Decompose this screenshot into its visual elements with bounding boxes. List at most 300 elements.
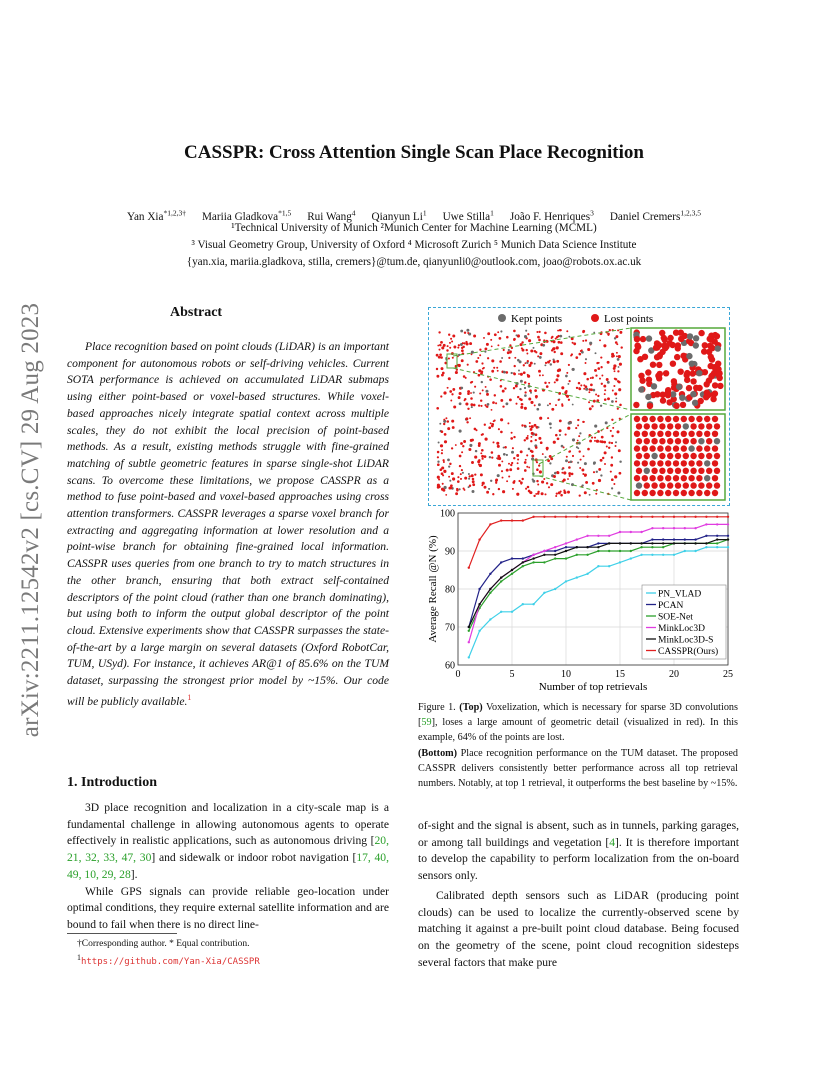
cloud-point <box>579 467 581 469</box>
zoom-point <box>706 482 712 488</box>
cloud-point <box>447 387 449 389</box>
citation-link[interactable]: 17, 40, 49, 10, 29, 28 <box>67 851 389 881</box>
series-point <box>640 542 642 544</box>
zoom-point <box>714 482 720 488</box>
series-point <box>511 573 513 575</box>
intro-paragraph-2: While GPS signals can provide reliable geo-location under optimal conditions, they require external satellite information and are bound to fail when there is no direct line- <box>67 884 389 931</box>
zoom-point <box>651 423 657 429</box>
cloud-point <box>601 375 603 377</box>
cloud-point <box>508 463 510 465</box>
footnote-corresponding: †Corresponding author. * Equal contribution. <box>77 939 250 949</box>
cloud-point <box>488 426 491 429</box>
cloud-point <box>495 479 498 482</box>
cloud-point <box>555 434 558 437</box>
caption-bottom-bold: (Bottom) <box>418 747 458 759</box>
cloud-point <box>546 385 549 388</box>
cloud-point <box>521 403 524 406</box>
series-point <box>489 592 491 594</box>
cloud-point <box>605 421 608 424</box>
zoom-point <box>690 378 696 384</box>
citation-link[interactable]: 20, 21, 32, 33, 47, 30 <box>67 834 389 865</box>
zoom-point <box>698 398 704 404</box>
cloud-point <box>463 440 466 443</box>
zoom-point <box>678 369 684 375</box>
series-point <box>608 550 610 552</box>
cloud-point <box>469 444 472 447</box>
zoom-point <box>708 363 714 369</box>
cloud-point <box>520 373 523 376</box>
cloud-point <box>442 489 445 492</box>
author-affiliation-sup: *1,5 <box>278 208 292 217</box>
x-tick-label: 0 <box>455 669 461 680</box>
cloud-point <box>480 399 482 401</box>
intro-text: 3D place recognition and localization in a city-scale map is a fundamental challenge in allowing autonomous agents to operate effectively in realistic applications, such as autonomous driving [ <box>67 801 389 848</box>
cloud-point <box>540 441 543 444</box>
cloud-point <box>593 471 595 473</box>
cloud-point <box>530 390 532 392</box>
zoom-point <box>690 423 696 429</box>
cloud-point <box>511 462 513 464</box>
series-point <box>640 546 642 548</box>
zoom-point <box>690 468 696 474</box>
zoom-point <box>665 431 671 437</box>
zoom-point <box>681 445 687 451</box>
zoom-point <box>706 468 712 474</box>
cloud-point <box>445 417 447 419</box>
cloud-point <box>470 392 472 394</box>
cloud-point <box>485 386 487 388</box>
zoom-point <box>688 416 694 422</box>
cloud-point <box>469 342 472 345</box>
cloud-point <box>472 490 475 493</box>
cloud-point <box>507 351 510 354</box>
cloud-point <box>558 341 561 344</box>
cloud-point <box>549 455 552 458</box>
cloud-point <box>578 435 580 437</box>
citation-link[interactable]: 4 <box>609 835 616 849</box>
zoom-point <box>649 490 655 496</box>
zoom-point <box>707 343 713 349</box>
zoom-point <box>645 394 651 400</box>
cloud-point <box>464 399 466 401</box>
cloud-point <box>470 381 472 383</box>
cloud-point <box>537 336 540 339</box>
cloud-point <box>447 427 450 430</box>
cloud-point <box>604 398 607 401</box>
series-point <box>500 561 502 563</box>
cloud-point <box>558 369 561 372</box>
cloud-point <box>473 404 476 407</box>
cloud-point <box>616 355 618 357</box>
cloud-point <box>534 404 536 406</box>
cloud-point <box>594 440 596 442</box>
cloud-point <box>482 433 484 435</box>
cloud-point <box>497 474 500 477</box>
series-point <box>619 516 621 518</box>
cloud-point <box>497 370 499 372</box>
lost-points-legend-marker <box>591 314 599 322</box>
cloud-point <box>526 353 528 355</box>
cloud-point <box>572 368 575 371</box>
cloud-point <box>616 352 618 354</box>
cloud-point <box>563 471 566 474</box>
cloud-point <box>492 493 494 495</box>
cloud-point <box>594 425 597 428</box>
x-tick-label: 20 <box>669 669 679 680</box>
cloud-point <box>498 428 500 430</box>
cloud-point <box>531 455 534 458</box>
zoom-point <box>655 373 661 379</box>
cloud-point <box>530 349 533 352</box>
zoom-point <box>657 431 663 437</box>
series-point <box>694 550 696 552</box>
cloud-point <box>581 469 584 472</box>
series-point <box>576 546 578 548</box>
zoom-point <box>676 384 682 390</box>
cloud-point <box>457 347 459 349</box>
cloud-point <box>597 395 599 397</box>
cloud-point <box>568 336 570 338</box>
cloud-point <box>472 480 475 483</box>
cloud-point <box>487 332 490 335</box>
zoom-point <box>712 445 718 451</box>
zoom-point <box>696 460 702 466</box>
cloud-point <box>591 405 593 407</box>
cloud-point <box>520 450 523 453</box>
cloud-point <box>459 430 462 433</box>
cloud-point <box>578 382 580 384</box>
right-column-body <box>418 818 739 971</box>
cloud-point <box>550 483 553 486</box>
cloud-point <box>516 493 519 496</box>
paper-title: CASSPR: Cross Attention Single Scan Place Recognition <box>184 142 644 163</box>
cloud-point <box>575 356 578 359</box>
series-point <box>716 535 718 537</box>
series-point <box>662 538 664 540</box>
cloud-point <box>436 407 439 410</box>
cloud-point <box>465 417 468 420</box>
cloud-point <box>491 359 494 362</box>
zoom-point <box>675 423 681 429</box>
cloud-point <box>489 456 491 458</box>
cloud-point <box>450 400 452 402</box>
cloud-point <box>461 469 463 471</box>
cloud-point <box>528 339 531 342</box>
cloud-point <box>450 338 452 340</box>
series-point <box>532 561 534 563</box>
series-point <box>630 557 632 559</box>
series-point <box>468 630 470 632</box>
cloud-point <box>549 462 551 464</box>
series-point <box>597 535 599 537</box>
cloud-point <box>444 486 447 489</box>
zoom-point <box>712 460 718 466</box>
zoom-point <box>715 361 721 367</box>
zoom-point <box>686 385 692 391</box>
lost-points-legend-label: Lost points <box>604 313 654 325</box>
caption-label: Figure 1. <box>418 702 460 713</box>
series-point <box>468 567 470 569</box>
zoom-point <box>714 453 720 459</box>
cloud-point <box>558 399 560 401</box>
cloud-point <box>556 378 559 381</box>
cloud-point <box>568 364 570 366</box>
cloud-point <box>514 365 516 367</box>
cloud-point <box>580 384 582 386</box>
cloud-point <box>455 444 457 446</box>
cloud-point <box>590 384 593 387</box>
zoom-point <box>704 490 710 496</box>
cloud-point <box>499 360 502 363</box>
cloud-point <box>539 374 541 376</box>
series-point <box>532 554 534 556</box>
cloud-point <box>506 454 508 456</box>
cloud-point <box>600 474 602 476</box>
cloud-point <box>608 447 610 449</box>
cloud-point <box>498 488 500 490</box>
cloud-point <box>536 468 539 471</box>
cloud-point <box>579 450 581 452</box>
x-tick-label: 25 <box>723 669 733 680</box>
cloud-point <box>564 391 567 394</box>
arxiv-stamp-text: arXiv:2211.12542v2 [cs.CV] 29 Aug 2023 <box>17 302 44 738</box>
cloud-point <box>539 470 542 473</box>
series-point <box>565 550 567 552</box>
cloud-point <box>612 427 614 429</box>
cloud-point <box>449 342 451 344</box>
series-point <box>662 527 664 529</box>
cloud-point <box>510 437 513 440</box>
zoom-point <box>651 482 657 488</box>
cloud-point <box>607 381 610 384</box>
zoom-point <box>654 344 660 350</box>
legend-label: CASSPR(Ours) <box>658 647 719 657</box>
cloud-point <box>452 388 455 391</box>
cloud-point <box>513 436 515 438</box>
cloud-point <box>538 464 540 466</box>
cloud-point <box>448 466 450 468</box>
cloud-point <box>541 492 544 495</box>
cloud-point <box>460 330 463 333</box>
zoom-bottom-points <box>634 416 720 496</box>
zoom-point <box>710 396 716 402</box>
citation-link[interactable]: 59 <box>421 717 432 729</box>
zoom-point <box>649 431 655 437</box>
zoom-point <box>659 330 665 336</box>
cloud-point <box>539 356 542 359</box>
cloud-point <box>559 329 561 331</box>
cloud-point <box>604 389 606 391</box>
cloud-point <box>442 459 444 461</box>
cloud-point <box>568 399 570 401</box>
cloud-point <box>527 333 529 335</box>
cloud-point <box>500 399 503 402</box>
cloud-point <box>452 477 455 480</box>
cloud-point <box>461 451 463 453</box>
cloud-point <box>448 377 451 380</box>
cloud-point <box>471 406 473 408</box>
cloud-point <box>472 478 475 481</box>
cloud-point <box>566 330 568 332</box>
cloud-point <box>601 383 603 385</box>
cloud-point <box>565 375 568 378</box>
cloud-point <box>481 449 484 452</box>
cloud-point <box>615 378 617 380</box>
kept-points-legend-marker <box>498 314 506 322</box>
cloud-point <box>518 370 520 372</box>
series-point <box>565 516 567 518</box>
code-url-link[interactable]: https://github.com/Yan-Xia/CASSPR <box>80 957 260 968</box>
cloud-point <box>502 490 505 493</box>
cloud-point <box>508 475 510 477</box>
zoom-point <box>651 453 657 459</box>
zoom-point <box>698 330 704 336</box>
zoom-point <box>681 490 687 496</box>
cloud-point <box>467 332 469 334</box>
cloud-point <box>437 451 440 454</box>
cloud-point <box>598 468 601 471</box>
cloud-point <box>573 342 576 345</box>
cloud-point <box>570 461 573 464</box>
zoom-point <box>693 342 699 348</box>
cloud-point <box>443 470 446 473</box>
cloud-point <box>557 437 560 440</box>
cloud-point <box>439 353 442 356</box>
caption-text: Voxelization, which is necessary for sparse 3D convolutions [ <box>418 702 738 729</box>
cloud-point <box>529 422 531 424</box>
cloud-point <box>595 374 597 376</box>
cloud-point <box>479 354 481 356</box>
cloud-point <box>610 464 613 467</box>
footnote-marker[interactable]: 1 <box>187 692 192 702</box>
zoom-point <box>687 333 693 339</box>
cloud-point <box>619 460 621 462</box>
body-text: of-sight and the signal is absent, such as in tunnels, parking garages, or among tall buildings and vegetation [ <box>418 819 739 849</box>
cloud-point <box>464 477 467 480</box>
series-point <box>662 546 664 548</box>
author-affiliation-sup: 1 <box>422 208 427 217</box>
zoom-point <box>654 354 660 360</box>
cloud-point <box>534 363 536 365</box>
author-affiliation-sup: 1,2,3,5 <box>680 208 701 217</box>
zoom-point <box>675 345 681 351</box>
series-point <box>608 542 610 544</box>
series-point <box>532 516 534 518</box>
cloud-point <box>444 440 447 443</box>
cloud-point <box>599 378 601 380</box>
cloud-point <box>524 387 526 389</box>
zoom-point <box>642 354 648 360</box>
footnote-number: 1 <box>77 953 81 962</box>
zoom-point <box>650 362 656 368</box>
series-point <box>619 531 621 533</box>
series-point <box>640 516 642 518</box>
cloud-point <box>567 427 570 430</box>
cloud-point <box>460 473 462 475</box>
x-axis-label: Number of top retrievals <box>538 681 648 693</box>
cloud-point <box>563 446 565 448</box>
cloud-point <box>538 437 541 440</box>
cloud-point <box>544 364 546 366</box>
cloud-point <box>578 387 580 389</box>
cloud-point <box>538 403 541 406</box>
zoom-point <box>633 348 639 354</box>
x-tick-label: 15 <box>615 669 625 680</box>
zoom-point <box>704 475 710 481</box>
cloud-point <box>520 481 523 484</box>
cloud-point <box>606 445 608 447</box>
cloud-point <box>479 392 481 394</box>
series-point <box>576 538 578 540</box>
series-point <box>565 580 567 582</box>
series-point <box>522 557 524 559</box>
cloud-point <box>567 478 569 480</box>
cloud-point <box>523 371 526 374</box>
zoom-point <box>712 490 718 496</box>
cloud-point <box>583 388 585 390</box>
cloud-point <box>560 341 563 344</box>
zoom-point <box>690 438 696 444</box>
y-tick-label: 80 <box>445 584 455 596</box>
cloud-point <box>505 402 508 405</box>
y-axis-label: Average Recall @N (%) <box>427 535 439 643</box>
cloud-point <box>497 331 499 333</box>
cloud-point <box>449 480 451 482</box>
zoom-point <box>634 490 640 496</box>
series-point <box>522 603 524 605</box>
cloud-point <box>496 442 499 445</box>
series-point <box>597 546 599 548</box>
cloud-point <box>511 372 513 374</box>
cloud-point <box>462 445 464 447</box>
cloud-point <box>492 441 494 443</box>
cloud-point <box>551 408 554 411</box>
zoom-point <box>665 445 671 451</box>
zoom-point <box>642 445 648 451</box>
zoom-point <box>657 460 663 466</box>
zoom-point <box>673 403 679 409</box>
cloud-point <box>565 434 567 436</box>
cloud-point <box>524 362 526 364</box>
cloud-point <box>553 351 555 353</box>
cloud-point <box>485 390 488 393</box>
cloud-point <box>486 343 489 346</box>
cloud-point <box>589 407 592 410</box>
cloud-point <box>446 349 448 351</box>
zoom-point <box>645 369 651 375</box>
series-point <box>489 588 491 590</box>
cloud-point <box>528 448 531 451</box>
zoom-point <box>708 373 714 379</box>
series-point <box>543 554 545 556</box>
cloud-point <box>450 487 452 489</box>
series-point <box>673 516 675 518</box>
cloud-point <box>481 458 483 460</box>
cloud-point <box>611 419 613 421</box>
series-point <box>554 588 556 590</box>
cloud-point <box>618 366 620 368</box>
cloud-point <box>577 419 579 421</box>
cloud-point <box>471 351 474 354</box>
cloud-point <box>537 355 539 357</box>
cloud-point <box>538 331 540 333</box>
cloud-point <box>617 408 619 410</box>
series-point <box>511 557 513 559</box>
cloud-point <box>611 442 613 444</box>
zoom-point <box>665 475 671 481</box>
cloud-point <box>596 471 598 473</box>
cloud-point <box>579 494 581 496</box>
